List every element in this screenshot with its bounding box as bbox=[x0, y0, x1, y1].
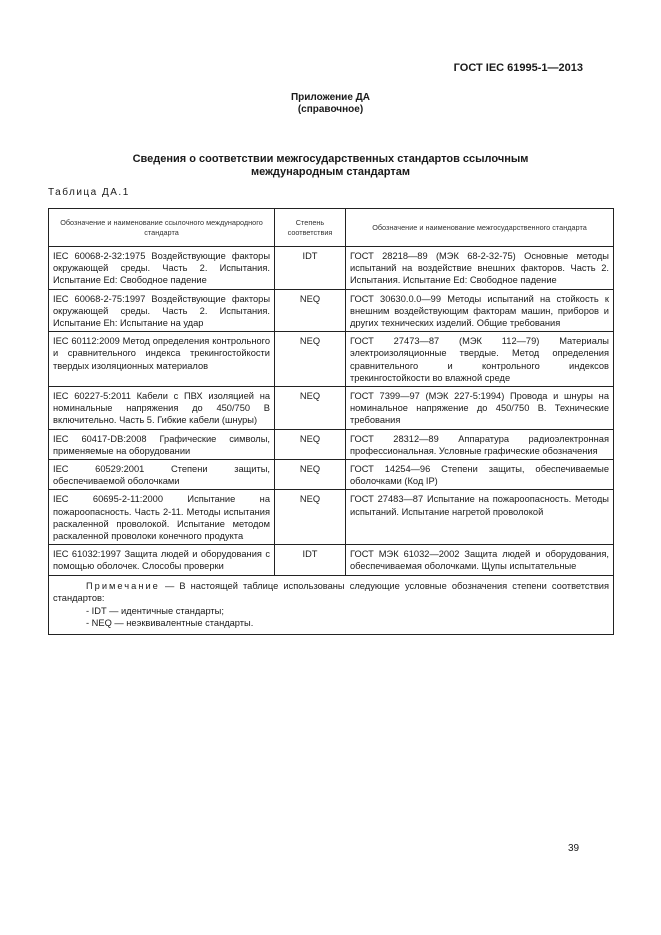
degree-cell: NEQ bbox=[275, 332, 346, 387]
degree-cell: NEQ bbox=[275, 429, 346, 459]
table-row bbox=[49, 387, 614, 430]
intl-standard-cell: IEC 60112:2009 Метод определения контрольного и сравнительного индекса трекингостойкости твердых изоляционных материалов bbox=[49, 332, 275, 387]
document-title bbox=[0, 153, 661, 179]
intl-standard-cell: IEC 60529:2001 Степени защиты, обеспечиваемой оболочками bbox=[49, 460, 275, 490]
table-header-row bbox=[49, 209, 614, 247]
degree-cell: NEQ bbox=[275, 460, 346, 490]
degree-cell: IDT bbox=[275, 545, 346, 575]
intl-standard-cell: IEC 60417-DB:2008 Графические символы, применяемые на оборудовании bbox=[49, 429, 275, 459]
note-text: — В настоящей таблице использованы следующие условные обозначения степени соответствия стандартов: bbox=[53, 580, 609, 604]
note-item-neq: - NEQ — неэквивалентные стандарты. bbox=[86, 618, 254, 629]
table-label: Таблица ДА.1 bbox=[48, 187, 130, 198]
gost-standard-cell: ГОСТ 27473—87 (МЭК 112—79) Материалы электроизоляционные твердые. Метод определения сравнительного и контрольного индексов трекингостойкости во влажной среде bbox=[346, 332, 614, 387]
document-title-line2: международным стандартам bbox=[251, 166, 410, 178]
gost-standard-cell: ГОСТ 27483—87 Испытание на пожароопасность. Методы испытаний. Испытание нагретой проволокой bbox=[346, 490, 614, 545]
table-row bbox=[49, 460, 614, 490]
degree-cell: NEQ bbox=[275, 289, 346, 332]
note-label: Примечание bbox=[86, 580, 160, 591]
degree-cell: NEQ bbox=[275, 490, 346, 545]
table-row bbox=[49, 332, 614, 387]
table-note-row bbox=[49, 575, 614, 634]
degree-cell: NEQ bbox=[275, 387, 346, 430]
gost-standard-cell: ГОСТ 28218—89 (МЭК 68-2-32-75) Основные методы испытаний на воздействие внешних факторов. Часть 2. Испытания. Испытание Ed: Свободное падение bbox=[346, 247, 614, 290]
table-row bbox=[49, 545, 614, 575]
document-title-line1: Сведения о соответствии межгосударственных стандартов ссылочным bbox=[132, 153, 529, 165]
document-code: ГОСТ IEC 61995-1—2013 bbox=[453, 62, 583, 74]
intl-standard-cell: IEC 60227-5:2011 Кабели с ПВХ изоляцией на номинальные напряжения до 450/750 В включительно. Часть 5. Гибкие кабели (шнуры) bbox=[49, 387, 275, 430]
intl-standard-cell: IEC 60068-2-75:1997 Воздействующие факторы окружающей среды. Часть 2. Испытания. Испытание Eh: Испытание на удар bbox=[49, 289, 275, 332]
table-row bbox=[49, 429, 614, 459]
appendix-subtitle: (справочное) bbox=[297, 104, 364, 115]
appendix-title: Приложение ДА bbox=[290, 92, 371, 103]
intl-standard-cell: IEC 61032:1997 Защита людей и оборудования с помощью оболочек. Слособы проверки bbox=[49, 545, 275, 575]
page-number: 39 bbox=[568, 843, 580, 854]
table-row bbox=[49, 289, 614, 332]
intl-standard-cell: IEC 60695-2-11:2000 Испытание на пожароопасность. Часть 2-11. Методы испытания раскаленной проволокой. Испытание методом раскаленной проволоки конечного продукта bbox=[49, 490, 275, 545]
header-degree: Степень соответствия bbox=[275, 209, 346, 247]
intl-standard-cell: IEC 60068-2-32:1975 Воздействующие факторы окружающей среды. Часть 2. Испытания. Испытание Ed: Свободное падение bbox=[49, 247, 275, 290]
correspondence-table bbox=[48, 208, 614, 635]
gost-standard-cell: ГОСТ 14254—96 Степени защиты, обеспечиваемые оболочками (Код IP) bbox=[346, 460, 614, 490]
table-row bbox=[49, 490, 614, 545]
gost-standard-cell: ГОСТ МЭК 61032—2002 Защита людей и оборудования, обеспечиваемая оболочками. Щупы испытательные bbox=[346, 545, 614, 575]
note-item-idt: - IDT — идентичные стандарты; bbox=[86, 605, 224, 616]
header-intl-standard: Обозначение и наименование ссылочного международного стандарта bbox=[49, 209, 275, 247]
gost-standard-cell: ГОСТ 7399—97 (МЭК 227-5:1994) Провода и шнуры на номинальное напряжение до 450/750 В. Технические требования bbox=[346, 387, 614, 430]
gost-standard-cell: ГОСТ 30630.0.0—99 Методы испытаний на стойкость к внешним воздействующим факторам машин, приборов и других технических изделий. Общие требования bbox=[346, 289, 614, 332]
gost-standard-cell: ГОСТ 28312—89 Аппаратура радиоэлектронная профессиональная. Условные графические обозначения bbox=[346, 429, 614, 459]
table-row bbox=[49, 247, 614, 290]
degree-cell: IDT bbox=[275, 247, 346, 290]
header-gost-standard: Обозначение и наименование межгосударственного стандарта bbox=[346, 209, 614, 247]
table-note bbox=[49, 575, 614, 634]
